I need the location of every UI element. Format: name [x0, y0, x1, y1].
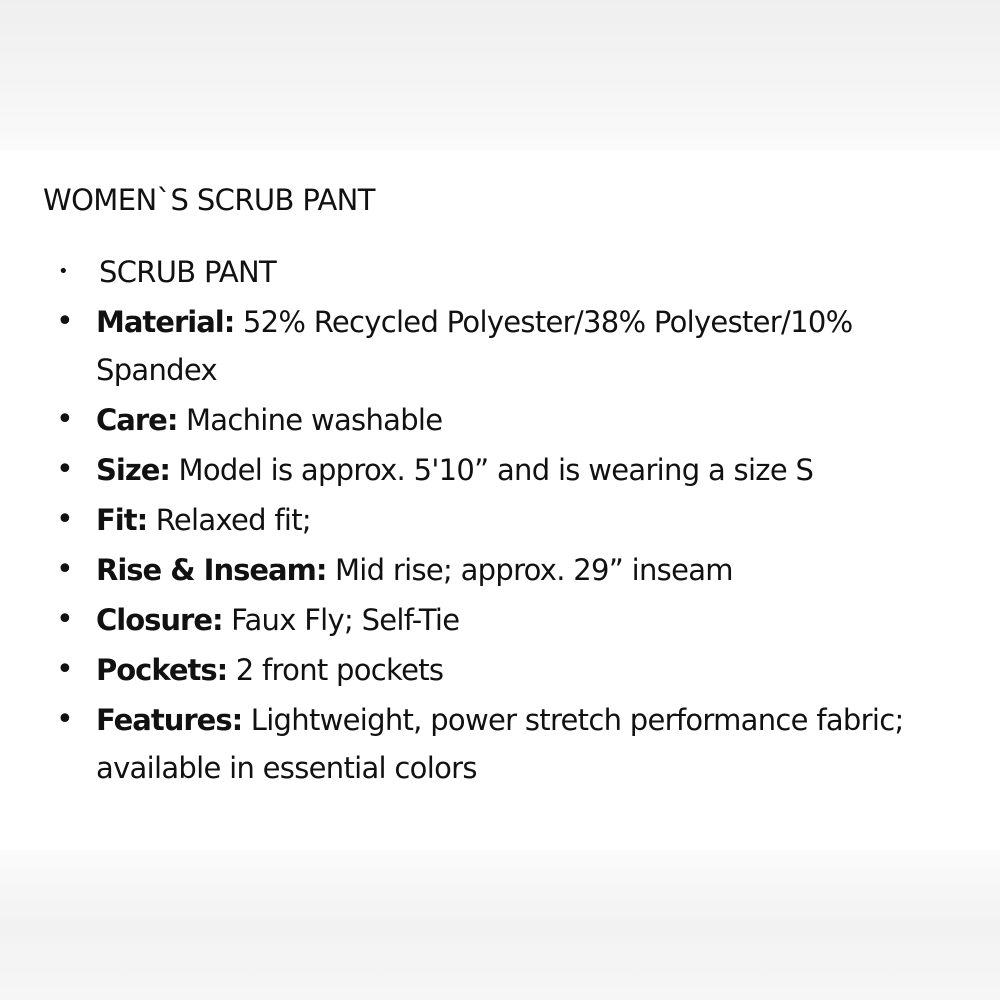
- bullet-icon: •: [56, 652, 73, 687]
- spec-value: 52% Recycled Polyester/38% Polyester/10% Spandex: [96, 305, 853, 387]
- spec-item-pockets: [0, 646, 1000, 694]
- bullet-icon: •: [56, 304, 73, 339]
- bullet-icon: •: [56, 402, 73, 437]
- bullet-icon: •: [56, 452, 73, 487]
- spec-item-material: [0, 298, 1000, 394]
- spec-value: Lightweight, power stretch performance fabric; available in essential colors: [96, 703, 904, 785]
- spec-value: Model is approx. 5'10” and is wearing a size S: [169, 453, 814, 487]
- background-top: [0, 0, 1000, 150]
- spec-item-care: [0, 396, 1000, 444]
- spec-label: Closure:: [96, 603, 223, 637]
- bullet-icon: •: [56, 702, 73, 737]
- spec-value: 2 front pockets: [227, 653, 444, 687]
- spec-value: Mid rise; approx. 29” inseam: [326, 553, 733, 587]
- bullet-icon: •: [56, 602, 73, 637]
- spec-item-features: [0, 696, 1000, 792]
- bullet-icon: •: [56, 502, 73, 537]
- spec-label: Pockets:: [96, 653, 228, 687]
- spec-value: Relaxed fit;: [147, 503, 312, 537]
- spec-item-rise-inseam: [0, 546, 1000, 594]
- bullet-icon: •: [56, 552, 73, 587]
- spec-item-fit: [0, 496, 1000, 544]
- spec-label: Features:: [96, 703, 243, 737]
- spec-value: Machine washable: [177, 403, 443, 437]
- bullet-icon: •: [58, 261, 68, 282]
- spec-list: [0, 248, 1000, 794]
- spec-item-size: [0, 446, 1000, 494]
- spec-label: Care:: [96, 403, 178, 437]
- spec-value: Faux Fly; Self-Tie: [222, 603, 460, 637]
- spec-item-type: [0, 248, 1000, 296]
- spec-label: Size:: [96, 453, 170, 487]
- spec-label: Rise & Inseam:: [96, 553, 327, 587]
- background-bottom: [0, 850, 1000, 1000]
- spec-label: Material:: [96, 305, 235, 339]
- spec-label: Fit:: [96, 503, 148, 537]
- product-title: WOMEN`S SCRUB PANT: [43, 183, 375, 217]
- spec-item-closure: [0, 596, 1000, 644]
- spec-value: SCRUB PANT: [99, 255, 277, 289]
